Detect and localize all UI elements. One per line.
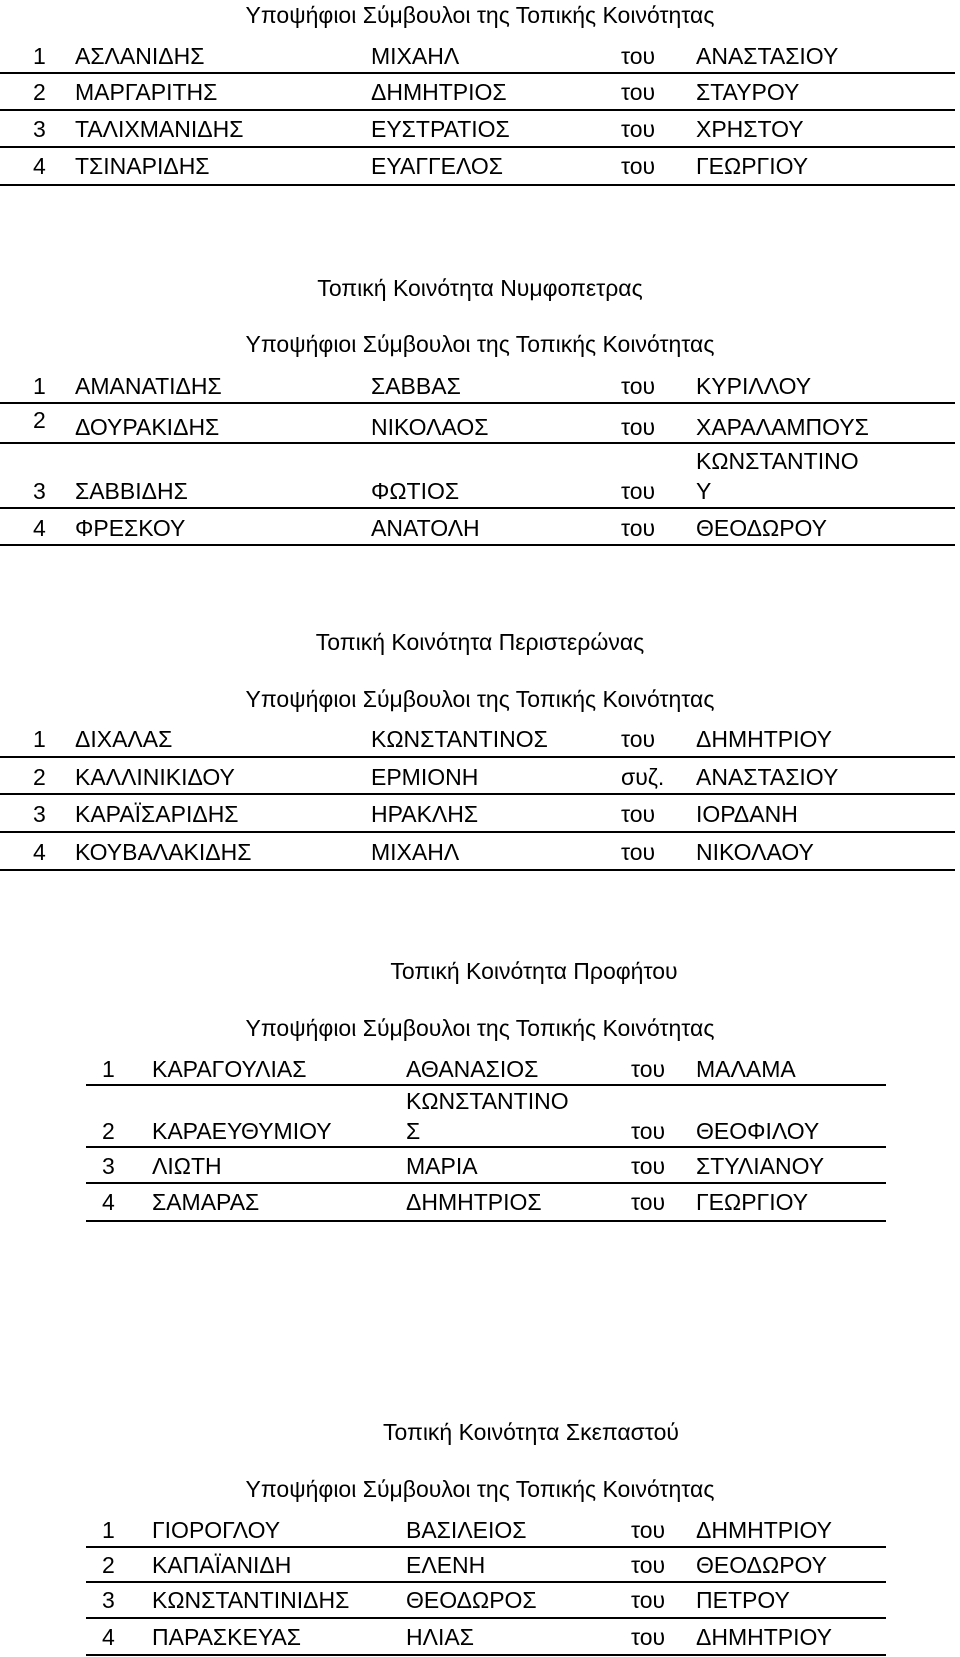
candidate-parent-name-line1: ΚΩΝΣΤΑΝΤΙΝΟ [696,448,859,474]
table-row [86,1619,886,1656]
candidate-first-name: ΣΑΒΒΑΣ [371,373,461,399]
candidate-parent-name: ΚΥΡΙΛΛΟΥ [696,373,812,399]
table-row [0,833,955,871]
candidate-first-name: ΘΕΟΔΩΡΟΣ [406,1587,537,1613]
candidate-number: 3 [102,1153,115,1179]
row-divider [86,1220,886,1222]
section-subtitle: Υποψήφιοι Σύμβουλοι της Τοπικής Κοινότητας [245,331,715,357]
candidate-parent-name-line2: Υ [696,478,712,504]
candidate-surname: ΔΟΥΡΑΚΙΔΗΣ [75,414,220,440]
table-row [0,367,955,404]
candidate-first-name: ΜΙΧΑΗΛ [371,43,460,69]
section-subtitle: Υποψήφιοι Σύμβουλοι της Τοπικής Κοινότητας [245,2,715,28]
table-row [86,1583,886,1619]
candidate-first-name: ΔΗΜΗΤΡΙΟΣ [406,1189,542,1215]
candidate-number: 2 [33,764,46,790]
candidate-relation: του [631,1517,666,1543]
community-heading: Τοπική Κοινότητα Νυμφοπετρας [317,275,643,301]
candidate-first-name: ΕΥΣΤΡΑΤΙΟΣ [371,116,510,142]
candidate-first-name-line1: ΚΩΝΣΤΑΝΤΙΝΟ [406,1088,569,1114]
table-row [0,404,955,444]
candidate-first-name: ΚΩΝΣΤΑΝΤΙΝΟΣ [371,726,548,752]
candidate-surname: ΚΑΛΛΙΝΙΚΙΔΟΥ [75,764,235,790]
section-subtitle: Υποψήφιοι Σύμβουλοι της Τοπικής Κοινότητας [245,686,715,712]
candidate-relation: του [631,1153,666,1179]
candidate-first-name: ΑΘΑΝΑΣΙΟΣ [406,1056,539,1082]
candidate-parent-name: ΔΗΜΗΤΡΙΟΥ [696,1517,833,1543]
candidate-first-name: ΦΩΤΙΟΣ [371,478,460,504]
candidate-number: 1 [102,1056,115,1082]
table-row [0,509,955,546]
table-row [0,111,955,148]
candidate-parent-name: ΠΕΤΡΟΥ [696,1587,790,1613]
candidate-number: 2 [102,1552,115,1578]
table-row [0,795,955,833]
candidate-relation: συζ. [621,764,665,790]
candidate-relation: του [621,726,656,752]
candidate-relation: του [621,515,656,541]
candidate-relation: του [621,43,656,69]
candidate-first-name: ΕΡΜΙΟΝΗ [371,764,479,790]
candidate-first-name: ΜΑΡΙΑ [406,1153,478,1179]
candidate-parent-name: ΓΕΩΡΓΙΟΥ [696,1189,809,1215]
table-row [0,758,955,795]
candidate-relation: του [621,79,656,105]
candidate-parent-name: ΝΙΚΟΛΑΟΥ [696,839,814,865]
row-divider [86,1654,886,1656]
section-subtitle: Υποψήφιοι Σύμβουλοι της Τοπικής Κοινότητας [245,1476,715,1502]
candidate-relation: του [621,153,656,179]
candidate-number: 2 [33,407,46,433]
candidate-parent-name: ΘΕΟΔΩΡΟΥ [696,515,828,541]
candidate-surname: ΑΣΛΑΝΙΔΗΣ [75,43,205,69]
candidate-parent-name: ΑΝΑΣΤΑΣΙΟΥ [696,764,839,790]
candidate-relation: του [631,1587,666,1613]
candidate-number: 3 [33,116,46,142]
candidate-relation: του [621,414,656,440]
candidate-relation: του [621,373,656,399]
candidate-parent-name: ΓΕΩΡΓΙΟΥ [696,153,809,179]
community-heading: Τοπική Κοινότητα Περιστερώνας [315,629,645,655]
table-row [0,720,955,758]
candidate-number: 4 [33,515,46,541]
table-row [0,444,955,509]
community-heading: Τοπική Κοινότητα Σκεπαστού [382,1419,680,1445]
candidate-first-name-line2: Σ [406,1118,421,1144]
candidate-surname: ΚΑΡΑΓΟΥΛΙΑΣ [152,1056,307,1082]
table-row [86,1512,886,1548]
candidate-relation: του [631,1552,666,1578]
candidate-relation: του [621,478,656,504]
candidate-parent-name: ΣΤΑΥΡΟΥ [696,79,800,105]
candidate-first-name: ΒΑΣΙΛΕΙΟΣ [406,1517,527,1543]
candidate-number: 1 [33,43,46,69]
candidate-parent-name: ΧΡΗΣΤΟΥ [696,116,804,142]
candidate-first-name: ΗΡΑΚΛΗΣ [371,801,479,827]
candidate-parent-name: ΔΗΜΗΤΡΙΟΥ [696,1624,833,1650]
candidate-parent-name: ΧΑΡΑΛΑΜΠΟΥΣ [696,414,869,440]
candidate-surname: ΛΙΩΤΗ [152,1153,222,1179]
candidate-parent-name: ΣΤΥΛΙΑΝΟΥ [696,1153,825,1179]
candidate-number: 2 [102,1118,115,1144]
table-row [0,74,955,111]
candidate-surname: ΜΑΡΓΑΡΙΤΗΣ [75,79,218,105]
candidate-parent-name: ΙΟΡΔΑΝΗ [696,801,798,827]
candidate-number: 4 [33,839,46,865]
candidate-first-name: ΕΛΕΝΗ [406,1552,486,1578]
table-row [86,1184,886,1222]
section-subtitle: Υποψήφιοι Σύμβουλοι της Τοπικής Κοινότητας [245,1015,715,1041]
candidate-first-name: ΝΙΚΟΛΑΟΣ [371,414,489,440]
table-row [86,1148,886,1184]
candidate-surname: ΠΑΡΑΣΚΕΥΑΣ [152,1624,302,1650]
candidate-first-name: ΑΝΑΤΟΛΗ [371,515,480,541]
candidate-surname: ΚΟΥΒΑΛΑΚΙΔΗΣ [75,839,252,865]
table-row [0,148,955,186]
table-row [86,1052,886,1086]
candidate-first-name: ΕΥΑΓΓΕΛΟΣ [371,153,503,179]
candidate-number: 3 [102,1587,115,1613]
row-divider [0,184,955,186]
candidate-number: 4 [33,153,46,179]
candidate-surname: ΑΜΑΝΑΤΙΔΗΣ [75,373,222,399]
candidate-surname: ΔΙΧΑΛΑΣ [75,726,173,752]
candidate-surname: ΓΙΟΡΟΓΛΟΥ [152,1517,281,1543]
candidate-surname: ΚΑΡΑΕΥΘΥΜΙΟΥ [152,1118,332,1144]
candidate-relation: του [621,839,656,865]
candidate-surname: ΚΩΝΣΤΑΝΤΙΝΙΔΗΣ [152,1587,350,1613]
candidate-parent-name: ΘΕΟΔΩΡΟΥ [696,1552,828,1578]
table-row [86,1086,886,1148]
candidate-relation: του [621,801,656,827]
candidate-number: 4 [102,1189,115,1215]
candidate-number: 3 [33,801,46,827]
table-row [0,38,955,74]
candidate-parent-name: ΘΕΟΦΙΛΟΥ [696,1118,820,1144]
row-divider [0,869,955,871]
candidate-surname: ΣΑΒΒΙΔΗΣ [75,478,188,504]
row-divider [0,544,955,546]
candidate-first-name: ΗΛΙΑΣ [406,1624,474,1650]
candidate-number: 3 [33,478,46,504]
candidate-surname: ΤΣΙΝΑΡΙΔΗΣ [75,153,210,179]
candidate-relation: του [631,1118,666,1144]
candidate-parent-name: ΜΑΛΑΜΑ [696,1056,796,1082]
candidate-relation: του [631,1189,666,1215]
candidate-first-name: ΜΙΧΑΗΛ [371,839,460,865]
candidate-number: 1 [102,1517,115,1543]
candidate-first-name: ΔΗΜΗΤΡΙΟΣ [371,79,507,105]
candidate-surname: ΣΑΜΑΡΑΣ [152,1189,260,1215]
candidate-number: 1 [33,373,46,399]
table-row [86,1548,886,1583]
candidate-surname: ΦΡΕΣΚΟΥ [75,515,186,541]
candidate-surname: ΚΑΠΑΪΑΝΙΔΗ [152,1552,292,1578]
candidate-parent-name: ΑΝΑΣΤΑΣΙΟΥ [696,43,839,69]
candidate-number: 1 [33,726,46,752]
candidate-relation: του [621,116,656,142]
candidate-relation: του [631,1624,666,1650]
candidate-parent-name: ΔΗΜΗΤΡΙΟΥ [696,726,833,752]
candidate-number: 2 [33,79,46,105]
candidate-number: 4 [102,1624,115,1650]
candidate-surname: ΚΑΡΑΪΣΑΡΙΔΗΣ [75,801,239,827]
community-heading: Τοπική Κοινότητα Προφήτου [390,958,678,984]
candidate-surname: ΤΑΛΙΧΜΑΝΙΔΗΣ [75,116,244,142]
candidate-relation: του [631,1056,666,1082]
